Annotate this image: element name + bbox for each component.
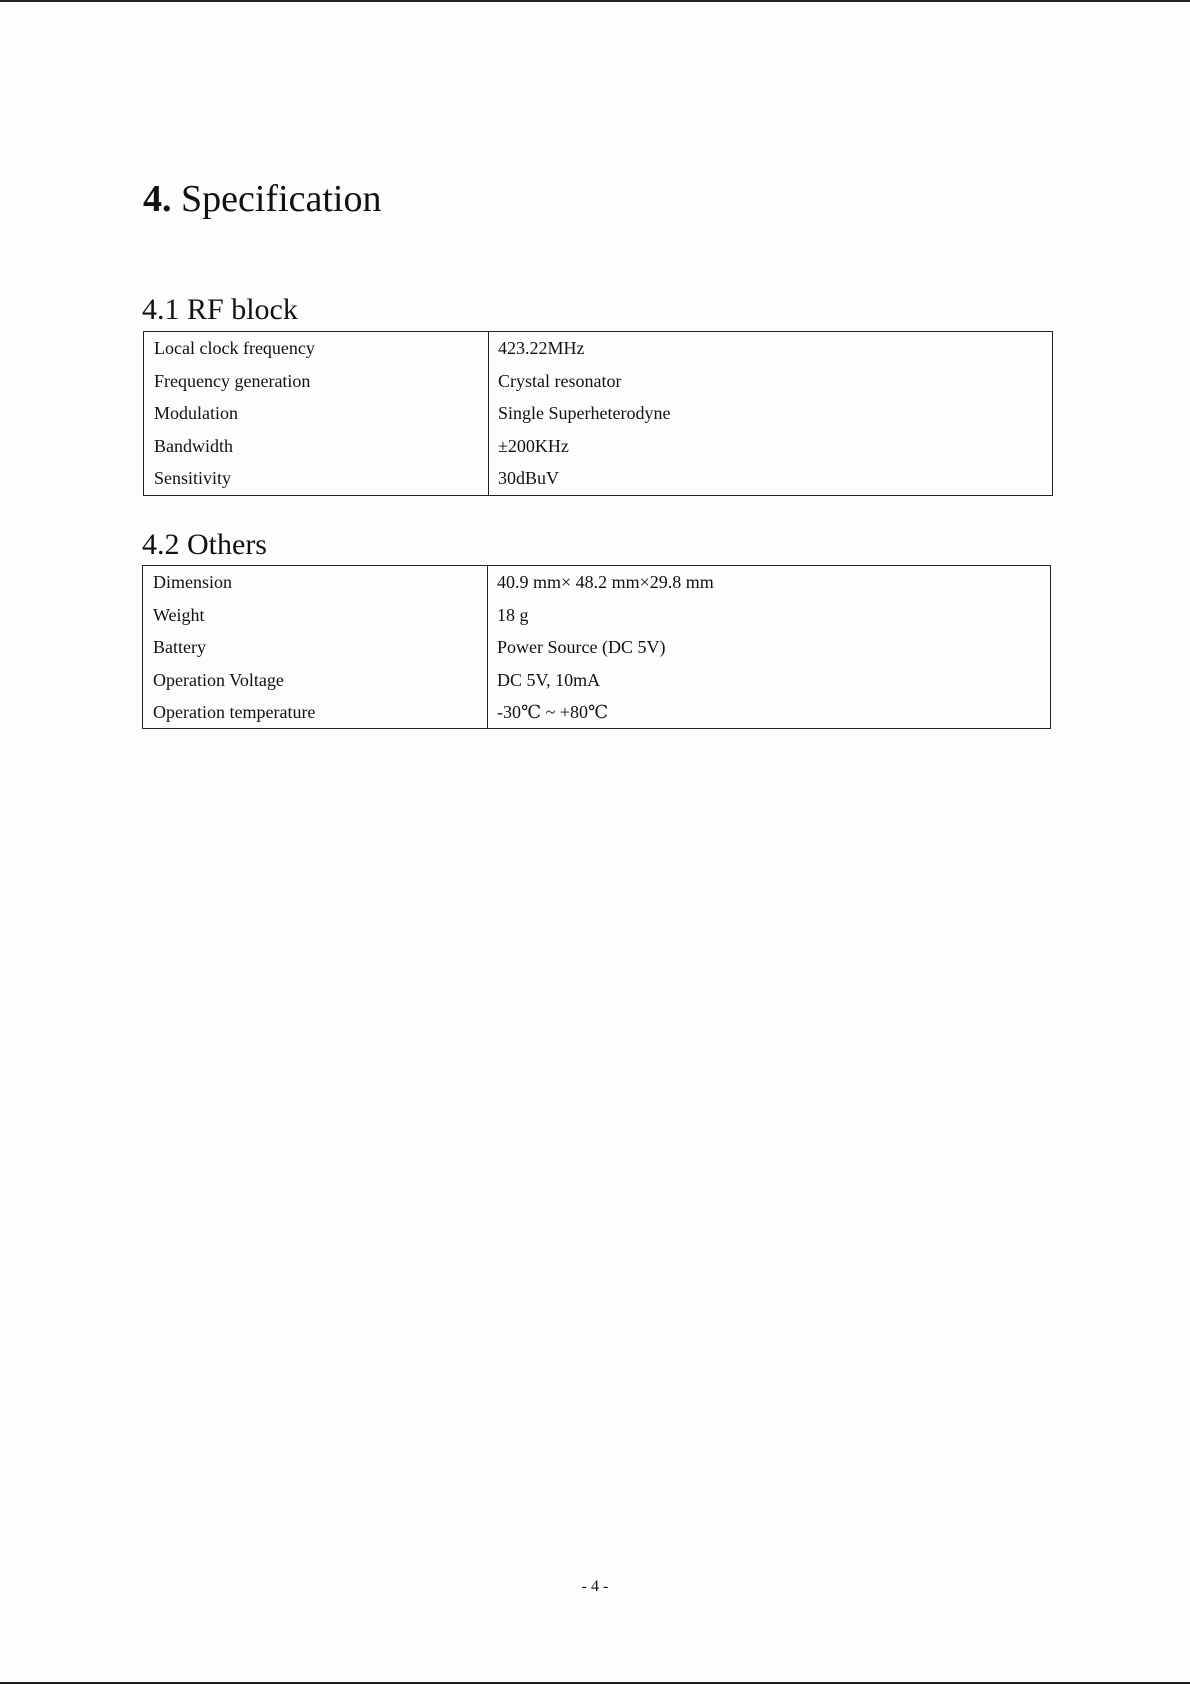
spec-label: Operation Voltage bbox=[153, 669, 284, 690]
others-value-column bbox=[488, 566, 1050, 728]
spec-label: Weight bbox=[153, 604, 205, 625]
spec-label: Operation temperature bbox=[153, 702, 316, 722]
spec-label: Battery bbox=[153, 637, 206, 657]
spec-label: Frequency generation bbox=[154, 370, 311, 391]
spec-label: Local clock frequency bbox=[154, 338, 315, 358]
spec-value: DC 5V, 10mA bbox=[497, 669, 601, 690]
section-heading-rf-block: 4.1 RF block bbox=[142, 293, 298, 326]
spec-value: 423.22MHz bbox=[498, 338, 585, 358]
spec-value: ±200KHz bbox=[498, 435, 569, 456]
spec-value: Crystal resonator bbox=[498, 370, 622, 391]
spec-label: Dimension bbox=[153, 572, 232, 592]
others-label-column bbox=[143, 566, 488, 728]
section-heading-others: 4.2 Others bbox=[142, 528, 267, 561]
rf-block-table bbox=[143, 331, 1053, 496]
others-table bbox=[142, 565, 1051, 729]
spec-value: 30dBuV bbox=[498, 468, 560, 488]
page-title bbox=[143, 180, 381, 218]
rf-block-label-column bbox=[144, 332, 489, 495]
spec-label: Modulation bbox=[154, 403, 238, 423]
spec-value: -30℃ ~ +80℃ bbox=[497, 702, 609, 722]
spec-value: 40.9 mm× 48.2 mm×29.8 mm bbox=[497, 572, 714, 592]
page-number: - 4 - bbox=[581, 1578, 609, 1595]
rf-block-value-column bbox=[489, 332, 1052, 495]
spec-value: Single Superheterodyne bbox=[498, 403, 671, 423]
spec-label: Bandwidth bbox=[154, 435, 233, 456]
spec-label: Sensitivity bbox=[154, 468, 232, 488]
title-text: Specification bbox=[181, 178, 382, 220]
title-number: 4. bbox=[143, 178, 172, 220]
spec-value: Power Source (DC 5V) bbox=[497, 637, 666, 657]
spec-value: 18 g bbox=[497, 604, 529, 625]
